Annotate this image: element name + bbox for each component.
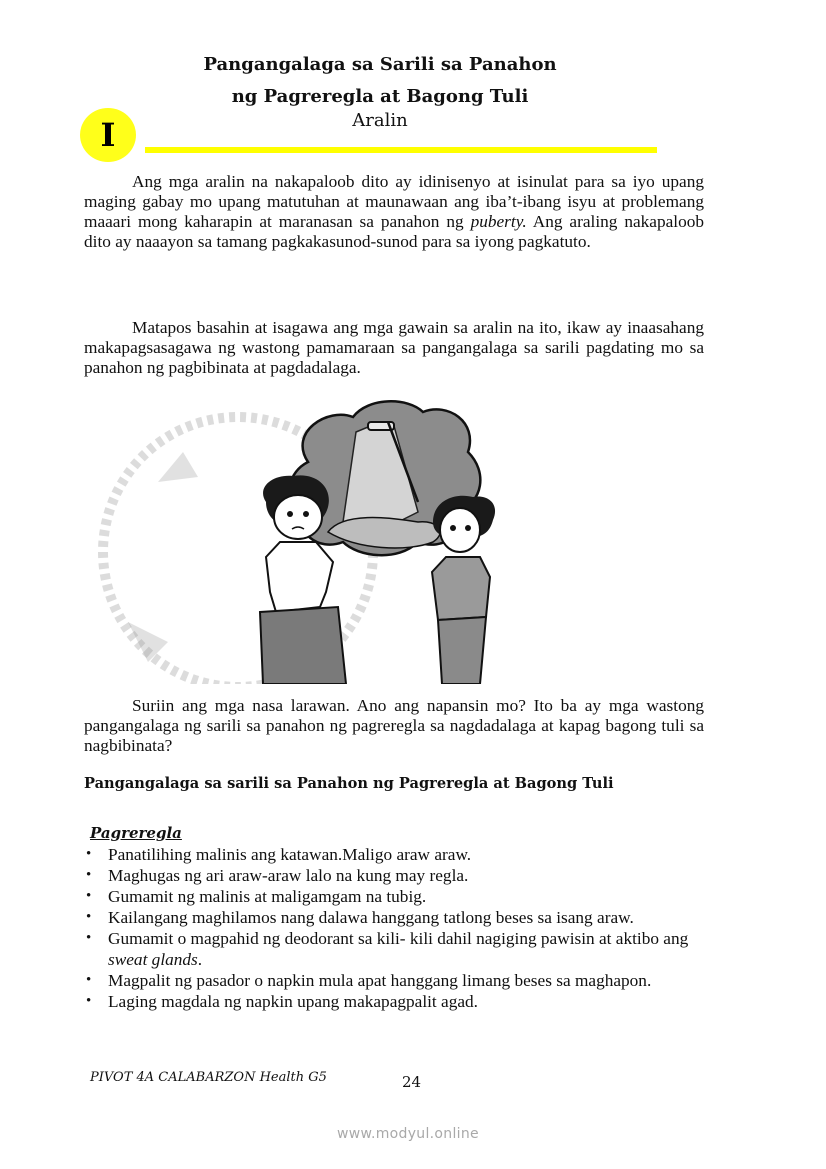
subheading-pagreregla: Pagreregla [90, 824, 182, 842]
lesson-title-line1: Pangangalaga sa Sarili sa Panahon [203, 54, 557, 75]
list-item: • Gumamit ng malinis at maligamgam na tubig. [86, 887, 427, 906]
girl-figure [432, 496, 495, 684]
lesson-title-line2: ng Pagreregla at Bagong Tuli [231, 86, 529, 107]
list-item: • Kailangang maghilamos nang dalawa hanggang tatlong beses sa isang araw. [86, 908, 634, 927]
footer-module-label: PIVOT 4A CALABARZON Health G5 [90, 1070, 327, 1085]
reflection-text: Suriin ang mga nasa larawan. Ano ang napansin mo? Ito ba ay mga wastong pangangalaga ng sarili sa panahon ng pagreregla sa nagdadalaga at kapag bagong tuli sa nagbibinata? [84, 696, 704, 755]
intro-text-end: Ang araling nakapaloob dito ay naaayon sa tamang pagkakasunod-sunod para sa iyong pagkatuto. [84, 212, 705, 251]
bullet-icon: • [86, 972, 92, 988]
list-item: • Panatilihing malinis ang katawan.Maligo araw araw. [86, 845, 472, 864]
care-tips-list [84, 844, 704, 1012]
bullet-icon: • [86, 888, 92, 904]
list-item: • Maghugas ng ari araw-araw lalo na kung may regla. [86, 866, 469, 885]
intro-text: Ang mga aralin na nakapaloob dito ay idinisenyo at isinulat para sa iyo upang maging gabay mo upang matutuhan at maunawaan ang iba’t-ibang isyu at problemang maaari mong kaharapin at maranasan sa panahon ng [84, 172, 704, 231]
bullet-icon: • [86, 930, 92, 946]
page-number: 24 [402, 1073, 422, 1091]
bullet-icon: • [86, 867, 92, 883]
italic-term: sweat glands [108, 950, 198, 969]
section-letter-badge [80, 108, 136, 162]
yellow-divider [145, 147, 657, 153]
bullet-icon: • [86, 846, 92, 862]
bullet-icon: • [86, 993, 92, 1009]
section-letter: I [100, 116, 116, 154]
bullet-icon: • [86, 909, 92, 925]
lesson-subtitle: Aralin [352, 110, 408, 131]
website-watermark: www.modyul.online [337, 1126, 479, 1142]
intro-paragraph [84, 172, 704, 252]
list-item: • Gumamit o magpahid ng deodorant sa kili- kili dahil nagiging pawisin at aktibo ang sweat glands. [86, 929, 689, 969]
section-heading: Pangangalaga sa sarili sa Panahon ng Pagreregla at Bagong Tuli [84, 775, 614, 792]
list-item: • Laging magdala ng napkin upang makapagpalit agad. [86, 992, 478, 1011]
illustration-boy-girl-shower [88, 392, 508, 684]
list-item: • Magpalit ng pasador o napkin mula apat hanggang limang beses sa maghapon. [86, 971, 652, 990]
intro-italic-term: puberty. [470, 212, 527, 231]
objective-text: Matapos basahin at isagawa ang mga gawain sa aralin na ito, ikaw ay inaasahang makapagsasagawa ng wastong pamamaraan sa pangangalaga sa sarili pagdating mo sa panahon ng pagbibinata at pagdadalaga. [84, 318, 704, 377]
reflection-paragraph [84, 696, 704, 756]
objective-paragraph [84, 318, 704, 378]
